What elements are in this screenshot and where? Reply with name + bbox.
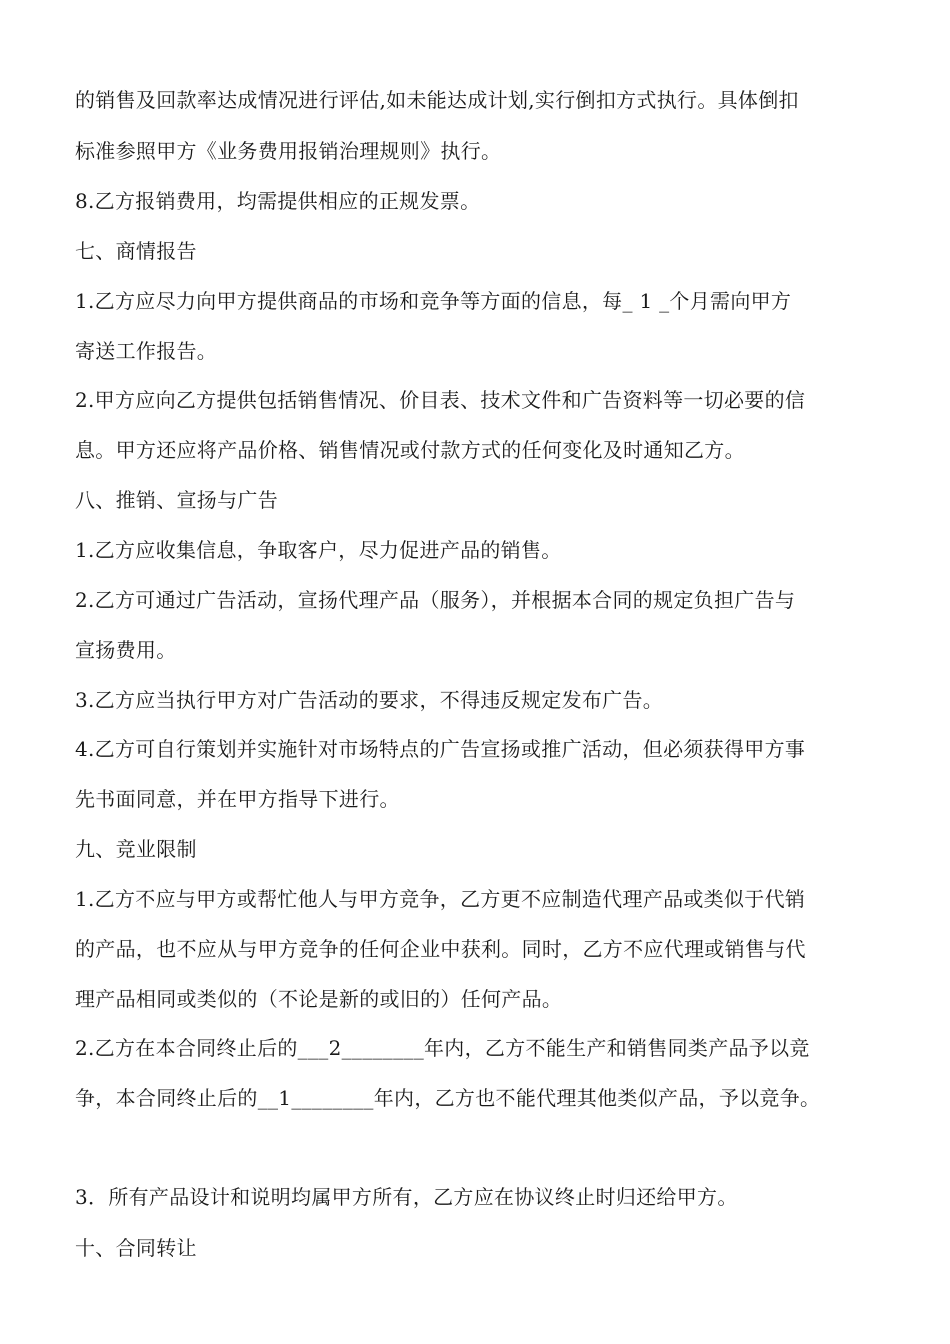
section-heading: 八、推销、宣扬与广告 — [75, 488, 278, 512]
text-line: 1.乙方应收集信息，争取客户，尽力促进产品的销售。 — [75, 538, 562, 562]
section-heading: 七、商情报告 — [75, 239, 197, 263]
text-line: 8.乙方报销费用，均需提供相应的正规发票。 — [75, 189, 481, 213]
text-line: 1.乙方不应与甲方或帮忙他人与甲方竞争，乙方更不应制造代理产品或类似于代销 — [75, 887, 806, 911]
text-line: 2.乙方在本合同终止后的___2________年内，乙方不能生产和销售同类产品予以竞 — [75, 1036, 810, 1060]
text-line: 先书面同意，并在甲方指导下进行。 — [75, 787, 400, 811]
text-line: 4.乙方可自行策划并实施针对市场特点的广告宣扬或推广活动，但必须获得甲方事 — [75, 737, 806, 761]
text-line: 标准参照甲方《业务费用报销治理规则》执行。 — [75, 139, 502, 163]
text-line: 息。甲方还应将产品价格、销售情况或付款方式的任何变化及时通知乙方。 — [75, 438, 745, 462]
section-heading: 十、合同转让 — [75, 1236, 197, 1260]
text-line: 寄送工作报告。 — [75, 339, 218, 363]
text-line: 的销售及回款率达成情况进行评估,如未能达成计划,实行倒扣方式执行。具体倒扣 — [75, 88, 799, 112]
text-line: 理产品相同或类似的（不论是新的或旧的）任何产品。 — [75, 987, 563, 1011]
text-line: 3．所有产品设计和说明均属甲方所有，乙方应在协议终止时归还给甲方。 — [75, 1185, 738, 1209]
text-line: 3.乙方应当执行甲方对广告活动的要求，不得违反规定发布广告。 — [75, 688, 664, 712]
text-line: 2.乙方可通过广告活动，宣扬代理产品（服务），并根据本合同的规定负担广告与 — [75, 588, 796, 612]
text-line: 1.乙方应尽力向甲方提供商品的市场和竞争等方面的信息，每_ 1 _个月需向甲方 — [75, 289, 792, 313]
text-line: 2.甲方应向乙方提供包括销售情况、价目表、技术文件和广告资料等一切必要的信 — [75, 388, 806, 412]
section-heading: 九、竞业限制 — [75, 837, 197, 861]
text-line: 宣扬费用。 — [75, 638, 177, 662]
text-line: 的产品，也不应从与甲方竞争的任何企业中获利。同时，乙方不应代理或销售与代 — [75, 937, 806, 961]
text-line: 争，本合同终止后的__1________年内，乙方也不能代理其他类似产品，予以竞争。 — [75, 1086, 821, 1110]
